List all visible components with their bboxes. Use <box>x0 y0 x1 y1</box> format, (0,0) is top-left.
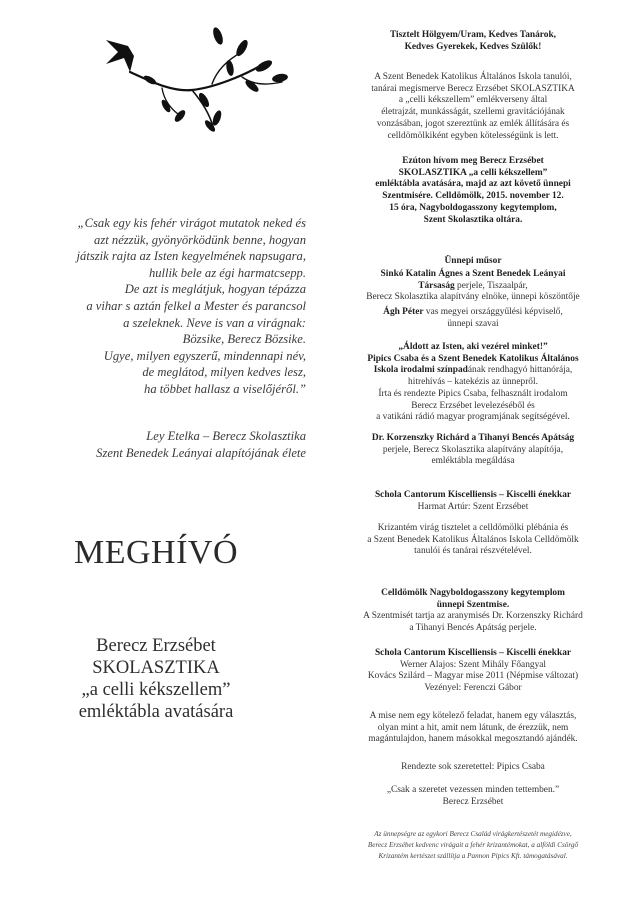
program-text: ünnepi szavai <box>447 318 499 329</box>
quote-line: De azt is meglátjuk, hogyan tépázza <box>124 282 306 297</box>
flowers-line: Krizantém virág tisztelet a celldömölki plébánia és <box>377 523 569 533</box>
program-item-5 <box>328 490 618 513</box>
attribution-line: Szent Benedek Leányai alapítójának élete <box>96 446 306 460</box>
intro-paragraph <box>328 72 618 142</box>
invitation-line: Szentmisére. Celldömölk, 2015. november 12. <box>382 191 564 202</box>
intro-line: tanárai megismerve Berecz Erzsébet SKOLASZTIKA <box>371 83 575 94</box>
program-performer: Sinkó Katalin Ágnes a Szent Benedek Leányai <box>380 269 566 279</box>
intro-line: a „celli kékszellem” emlékverseny által <box>398 95 548 106</box>
invitation-line: Ezúton hívom meg Berecz Erzsébet <box>402 156 544 166</box>
quote <box>14 215 306 398</box>
subtitle-line: SKOLASZTIKA <box>92 658 220 678</box>
program-performer: Schola Cantorum Kiscelliensis – Kiscelli énekkar <box>374 490 572 500</box>
organizer: Rendezte sok szeretettel: Pipics Csaba <box>401 762 545 772</box>
program-item-1 <box>328 269 618 304</box>
invitation-line: SKOLASZTIKA „a celli kékszellem” <box>398 167 548 178</box>
quote-line: a vihar s aztán felkel a Mester és parancsol <box>86 298 306 313</box>
footer-line: Az ünnepségre az egykori Berecz Család virágkertészetét megidézve, <box>374 830 572 838</box>
closing-quote: „Csak a szeretet vezessen minden tettemben.” <box>386 785 560 795</box>
attribution-line: Ley Etelka – Berecz Skolasztika <box>146 429 306 443</box>
flowers-line: a Szent Benedek Katolikus Általános Iskola Celldömölk <box>367 534 579 545</box>
quote-line: „Csak egy kis fehér virágot mutatok neked és <box>77 216 306 230</box>
intro-line: életrajzát, munkásságát, szellemi gravitációjának <box>381 107 565 118</box>
invitation-line: 15 óra, Nagyboldogasszony kegytemplom, <box>389 202 557 213</box>
program-item-2 <box>328 307 618 330</box>
program-text: Írta és rendezte Pipics Csaba, felhasznált irodalom <box>378 388 568 399</box>
program-title: „Áldott az Isten, aki vezérel minket!” <box>398 342 548 352</box>
program-performer: Pipics Csaba és a Szent Benedek Katolikus Általános <box>367 353 579 364</box>
invitation-line: emléktábla avatására, majd az azt követő ünnepi <box>375 179 571 190</box>
invitation-paragraph <box>328 156 618 226</box>
program-heading: Ünnepi műsor <box>444 256 502 266</box>
quote-line: a szeleknek. Neve is van a virágnak: <box>123 315 306 330</box>
choir-line: Vezényel: Ferenczi Gábor <box>424 683 522 694</box>
flowers-line: tanulói és tanárai részvételével. <box>414 546 532 557</box>
footer-line: Berecz Erzsébet kedvenc virágait a fehér krizantémokat, a alföldi Csörgő <box>367 841 579 849</box>
note-paragraph <box>328 711 618 746</box>
mass-heading: ünnepi Szentmise. <box>436 599 510 610</box>
page-title: MEGHÍVÓ <box>73 534 239 571</box>
note-line: A mise nem egy kötelező feladat, hanem egy választás, <box>369 711 577 721</box>
choir-section <box>328 648 618 695</box>
footer-note <box>328 829 618 862</box>
program-performer: Iskola irodalmi színpad <box>373 365 468 376</box>
program-text: Harmat Artúr: Szent Erzsébet <box>417 501 529 512</box>
note-line: olyan mint a hit, amit nem látunk, de érezzük, nem <box>377 722 569 733</box>
quote-line: ha többet hallasz a viselőjéről.” <box>144 381 306 396</box>
program-text: a vatikáni rádió magyar programjának segítségével. <box>376 412 570 423</box>
choir-heading: Schola Cantorum Kiscelliensis – Kiscelli énekkar <box>374 648 572 658</box>
mass-section <box>328 588 618 635</box>
right-column <box>328 0 618 899</box>
program-performer: Ágh Péter <box>383 307 424 317</box>
flowers-paragraph <box>328 523 618 558</box>
choir-line: Kovács Szilárd – Magyar mise 2011 (Népmise változat) <box>367 671 579 682</box>
quote-line: azt nézzük, gyönyörködünk benne, hogyan <box>94 232 306 247</box>
program-text: Berecz Erzsébet levelezéséből és <box>411 400 535 411</box>
choir-line: Werner Alajos: Szent Mihály Főangyal <box>399 659 547 670</box>
note-line: magántulajdon, hanem másokkal megosztandó ajándék. <box>368 734 578 745</box>
closing-quote-block <box>328 785 618 808</box>
program-item-4 <box>328 433 618 468</box>
subtitle-line: „a celli kékszellem” <box>81 680 231 700</box>
program-item-3 <box>328 342 618 424</box>
subtitle-line: emléktábla avatására <box>78 702 234 722</box>
mass-text: a Tihanyi Bencés Apátság perjele. <box>409 623 537 634</box>
quote-attribution <box>14 428 306 462</box>
left-column <box>0 0 312 899</box>
quote-line: Ugye, milyen egyszerű, mindennapi név, <box>103 348 306 363</box>
flowering-branch-illustration <box>92 22 292 132</box>
greeting-line: Tisztelt Hölgyem/Uram, Kedves Tanárok, <box>389 30 557 40</box>
program-text: perjele, Berecz Skolasztika alapítvány alapítója, <box>382 444 564 455</box>
subtitle-line: Berecz Erzsébet <box>96 636 216 656</box>
quote-line: hullik bele az égi harmatcsepp. <box>148 265 306 280</box>
intro-line: vonzásában, jogot szereztünk az emlék állítására és <box>376 118 570 129</box>
intro-line: celldömölkiként egyben kötelességünk is lett. <box>387 130 559 141</box>
closing-author: Berecz Erzsébet <box>442 796 504 807</box>
program-text: emléktábla megáldása <box>431 456 515 467</box>
program-performer: Társaság <box>418 280 455 291</box>
program-text: perjele, Tiszaalpár, <box>454 280 528 291</box>
quote-line: játszik rajta az Isten kegyelmének napsugara, <box>76 249 306 264</box>
program-text: vas megyei országgyűlési képviselő, <box>423 307 563 317</box>
mass-heading: Celldömölk Nagyboldogasszony kegytemplom <box>381 588 565 598</box>
footer-line: Krizantém kertészet szállítja a Pannon Pipics Kft. támogatásával. <box>378 852 568 860</box>
greeting-line: Kedves Gyerekek, Kedves Szülők! <box>404 41 542 52</box>
subtitle <box>0 635 312 723</box>
mass-text: A Szentmisét tartja az aranymisés Dr. Korzenszky Richárd <box>363 611 583 622</box>
quote-line: Bözsike, Berecz Bözsike. <box>182 332 306 347</box>
program-text: Berecz Skolasztika alapítvány elnöke, ünnepi köszöntője <box>366 292 580 303</box>
invitation-line: Szent Skolasztika oltára. <box>423 214 523 225</box>
greeting <box>328 30 618 53</box>
program-text: hitrehívás – katekézis az ünnepről. <box>408 377 538 388</box>
program-performer: Dr. Korzenszky Richárd a Tihanyi Bencés Apátság <box>371 433 575 443</box>
quote-line: de meglátod, milyen kedves lesz, <box>142 365 306 380</box>
intro-line: A Szent Benedek Katolikus Általános Iskola tanulói, <box>374 72 572 82</box>
program-text: ának rendhagyó hittanórája, <box>467 365 573 376</box>
